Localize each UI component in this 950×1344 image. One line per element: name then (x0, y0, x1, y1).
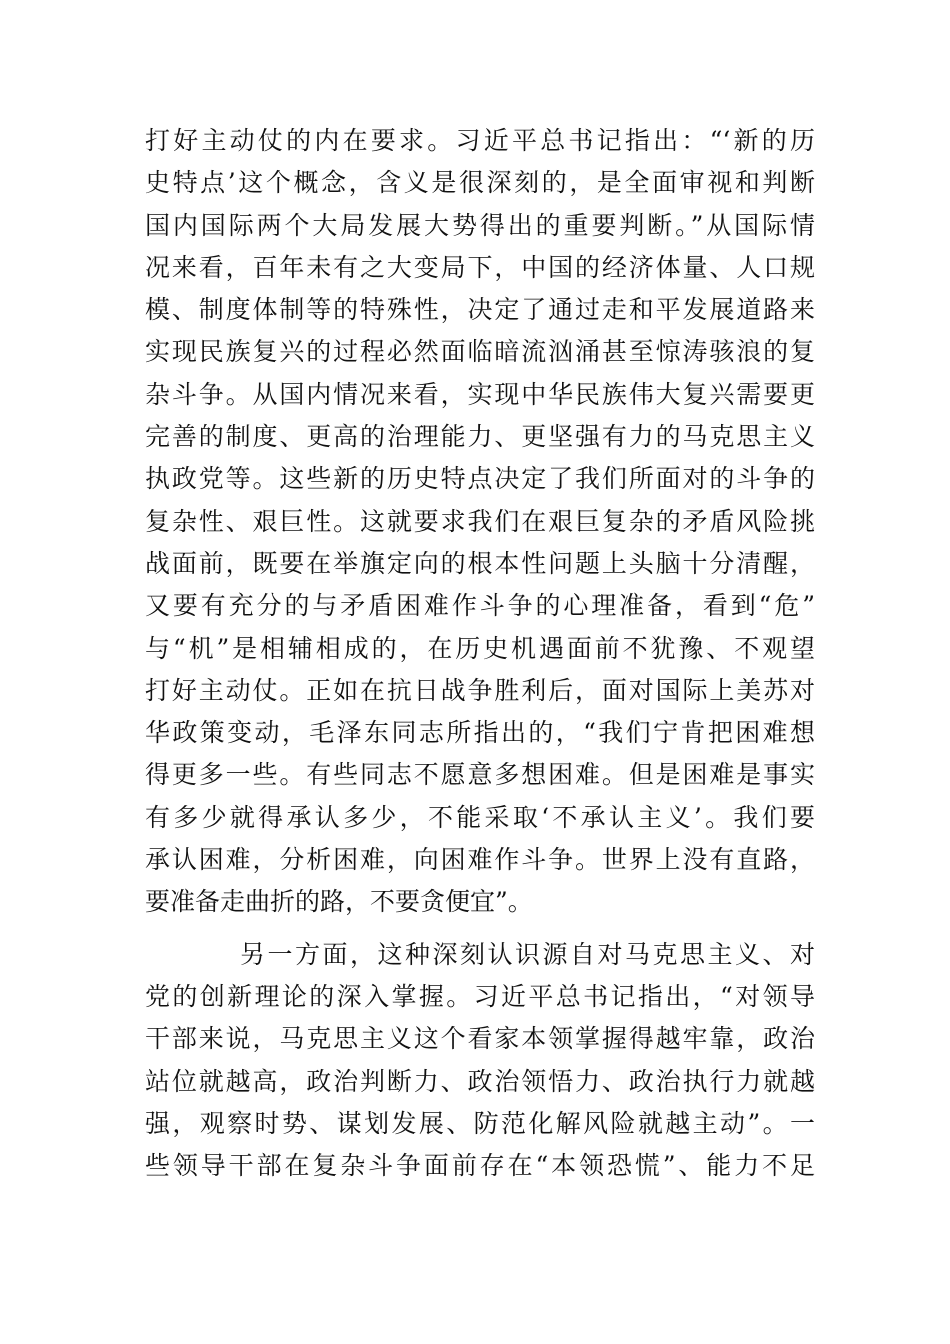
paragraph-2 (145, 934, 815, 1188)
text-line: 与“机”是相辅相成的，在历史机遇面前不犹豫、不观望 (145, 633, 815, 663)
paragraph-spacer (145, 924, 815, 934)
text-line: 杂斗争。从国内情况来看，实现中华民族伟大复兴需要更 (145, 379, 815, 409)
text-line: 国内国际两个大局发展大势得出的重要判断。”从国际情 (145, 210, 815, 240)
text-line: 干部来说，马克思主义这个看家本领掌握得越牢靠，政治 (145, 1024, 815, 1054)
text-line: 完善的制度、更高的治理能力、更坚强有力的马克思主义 (145, 422, 815, 452)
text-line: 实现民族复兴的过程必然面临暗流汹涌甚至惊涛骇浪的复 (145, 337, 815, 367)
text-line: 强，观察时势、谋划发展、防范化解风险就越主动”。一 (145, 1108, 815, 1138)
text-line: 党的创新理论的深入掌握。习近平总书记指出，“对领导 (145, 981, 815, 1011)
paragraph-1 (145, 120, 815, 924)
text-line: 又要有充分的与矛盾困难作斗争的心理准备，看到“危” (145, 591, 815, 621)
text-line: 史特点’这个概念，含义是很深刻的，是全面审视和判断 (145, 168, 815, 198)
text-line: 华政策变动，毛泽东同志所指出的，“我们宁肯把困难想 (145, 718, 815, 748)
text-line: 得更多一些。有些同志不愿意多想困难。但是困难是事实 (145, 760, 815, 790)
text-line: 况来看，百年未有之大变局下，中国的经济体量、人口规 (145, 252, 815, 282)
text-line: 站位就越高，政治判断力、政治领悟力、政治执行力就越 (145, 1066, 815, 1096)
text-line: 战面前，既要在举旗定向的根本性问题上头脑十分清醒， (145, 548, 815, 578)
text-line: 打好主动仗的内在要求。习近平总书记指出：“‘新的历 (145, 126, 815, 155)
text-line: 承认困难，分析困难，向困难作斗争。世界上没有直路， (145, 845, 815, 875)
text-line: 执政党等。这些新的历史特点决定了我们所面对的斗争的 (145, 464, 815, 494)
text-line: 复杂性、艰巨性。这就要求我们在艰巨复杂的矛盾风险挑 (145, 506, 815, 536)
body-text (145, 120, 815, 1187)
text-line: 另一方面，这种深刻认识源自对马克思主义、对 (240, 939, 815, 969)
text-line: 些领导干部在复杂斗争面前存在“本领恐慌”、能力不足 (145, 1151, 815, 1181)
text-line: 打好主动仗。正如在抗日战争胜利后，面对国际上美苏对 (145, 675, 815, 705)
text-line: 有多少就得承认多少，不能采取‘不承认主义’。我们要 (145, 802, 815, 832)
text-line: 模、制度体制等的特殊性，决定了通过走和平发展道路来 (145, 295, 815, 325)
text-line: 要准备走曲折的路，不要贪便宜”。 (145, 887, 533, 917)
